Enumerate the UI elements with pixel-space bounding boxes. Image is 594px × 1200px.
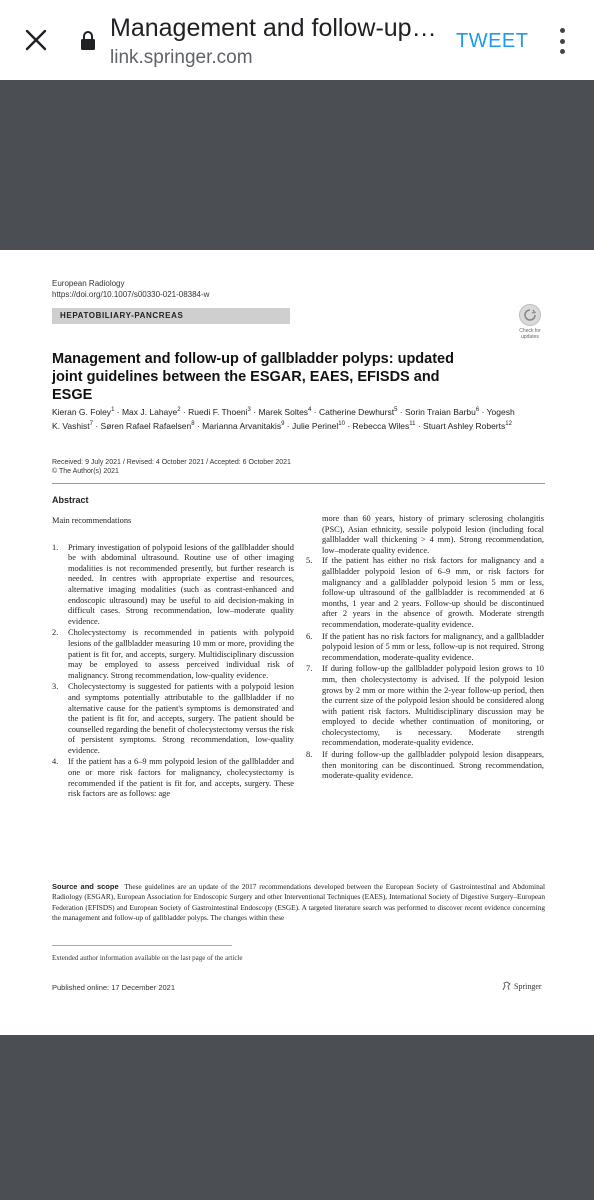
recommendation-number: 2. <box>52 628 59 638</box>
author-name[interactable]: Rebecca Wiles <box>352 420 410 431</box>
main-recommendations-heading: Main recommendations <box>52 516 132 525</box>
author-name[interactable]: Yogesh K. Vashist <box>52 406 515 431</box>
recommendation-item <box>52 628 294 681</box>
doi-link[interactable]: https://doi.org/10.1007/s00330-021-08384-w <box>52 290 210 299</box>
close-icon[interactable] <box>18 22 54 58</box>
author-affiliation: 6 <box>475 407 480 413</box>
recommendation-item <box>52 543 294 628</box>
author-affiliation: 4 <box>308 407 312 413</box>
author-affiliation: 12 <box>505 421 512 428</box>
viewer-background-top <box>0 80 594 250</box>
footnote-divider <box>52 945 232 946</box>
author-name[interactable]: Sorin Traian Barbu <box>405 406 476 417</box>
recommendation-text: Cholecystectomy is suggested for patients with a polypoid lesion and symptoms potentially attributable to the gallbladder if no alternative cause for the patient's symptoms is demonstrated and the patient is fit for, and accepts, surgery. The patient should be counselled regarding the benefit of cholecystectomy versus the risk of persistent symptoms. Strong recommendation, low-quality evidence. <box>68 682 294 755</box>
viewer-background-bottom <box>0 1035 594 1200</box>
document-page <box>0 250 594 1035</box>
recommendation-text: If the patient has no risk factors for malignancy, and a gallbladder polypoid lesion of 5 mm or less, follow-up is not required. Strong recommendation, moderate-quality evidence. <box>322 631 544 662</box>
check-updates-icon <box>519 304 541 326</box>
recommendation-number: 1. <box>52 542 59 552</box>
author-affiliation: 10 <box>338 421 345 428</box>
author-affiliation: 1 <box>111 407 115 413</box>
abstract-right-column <box>306 514 544 783</box>
tweet-button[interactable]: TWEET <box>456 30 529 52</box>
journal-name: European Radiology <box>52 279 125 288</box>
author-name[interactable]: Marianna Arvanitakis <box>202 420 282 431</box>
recommendation-number: 6. <box>306 631 313 641</box>
recommendation-text: If the patient has a 6–9 mm polypoid lesion of the gallbladder and one or more risk factors for malignancy, cholecystectomy is recommended if the patient is fit for, and accepts, surgery. These risk factors are as follows: age <box>68 757 294 799</box>
recommendation-number: 7. <box>306 664 313 674</box>
author-affiliation: 5 <box>394 407 398 413</box>
recommendation-number: 4. <box>52 757 59 767</box>
page-domain: link.springer.com <box>110 47 253 68</box>
recommendation-item <box>52 757 294 799</box>
recommendation-item <box>52 682 294 756</box>
abstract-left-column <box>52 516 294 801</box>
author-affiliation: 3 <box>247 407 251 413</box>
recommendation-list-right <box>306 556 544 781</box>
received-dates: Received: 9 July 2021 / Revised: 4 October 2021 / Accepted: 6 October 2021 <box>52 459 291 466</box>
author-affiliation: 7 <box>89 421 93 428</box>
author-name[interactable]: Søren Rafael Rafaelsen <box>100 420 192 431</box>
recommendation-number: 8. <box>306 750 313 760</box>
author-name[interactable]: Stuart Ashley Roberts <box>423 420 506 431</box>
recommendation-text: If the patient has either no risk factors for malignancy and a gallbladder polypoid lesion of 6–9 mm, or risk factors for malignancy and a gallbladder polypoid lesion 5 mm or less, follow-up ultrasound of the gallbladder is recommended at 6 months, 1 year and 2 years. Follow-up should be discontinued after 2 years in the absence of growth. Moderate strength recommendation, moderate-quality evidence. <box>322 556 544 629</box>
author-list: Kieran G. Foley$^1$ · Max J. Lahaye$^2$ · Ruedi F. Thoeni$^3$ · Marek Soltes$^4$ · Catherine Dewhurst$^5$ · Sorin Traian Barbu$^6$ · Yogesh K. Vashist$^7$ · Søren Rafael Rafaelsen$^8$ · Marianna Arvanitakis$^9$ · Julie Perinel$^{10}$ · Rebecca Wiles$^{11}$ · Stuart Ashley Roberts$^{12}$ <box>52 406 515 431</box>
publisher-logo <box>502 981 542 991</box>
browser-toolbar <box>0 0 594 80</box>
recommendation-text: Cholecystectomy is recommended in patients with polypoid lesions of the gallbladder measuring 10 mm or more, providing the patient is fit for, and accepts, surgery. Multidisciplinary discussion may be employed to assess perceived individual risk of malignancy. Strong recommendation, low-quality evidence. <box>68 628 294 680</box>
category-label: HEPATOBILIARY-PANCREAS <box>60 311 184 320</box>
springer-horse-icon <box>502 981 511 991</box>
extended-author-info: Extended author information available on the last page of the article <box>52 954 243 962</box>
recommendation-item <box>306 750 544 782</box>
check-for-updates-badge[interactable] <box>514 304 546 340</box>
recommendation-item <box>306 632 544 664</box>
article-title: Management and follow-up of gallbladder polyps: updated joint guidelines between the ESGAR, EAES, EFISDS and ESGE <box>52 351 454 403</box>
source-text: These guidelines are an update of the 2017 recommendations developed between the European Society of Gastrointestinal and Abdominal Radiology (ESGAR), European Association for Endoscopic Surgery and other Interventional Techniques (EAES), International Society of Digestive Surgery–European Federation (EFISDS) and European Society of Gastrointestinal Endoscopy (ESGE). A targeted literature search was performed to discover recent evidence concerning the management and follow-up of gallbladder polyps. The changes within these <box>52 882 546 922</box>
recommendation-number: 3. <box>52 682 59 692</box>
author-affiliation: 8 <box>191 421 195 428</box>
recommendation-text: Primary investigation of polypoid lesions of the gallbladder should be with abdominal ultrasound. Routine use of other imaging modalities is not recommended presently, but further research is needed. In centres with appropriate expertise and resources, alternative imaging modalities (such as contrast-enhanced and endoscopic ultrasound) may be useful to aid decision-making in difficult cases. Strong recommendation, low–moderate quality evidence. <box>68 542 294 626</box>
author-affiliation: 11 <box>409 421 416 428</box>
more-options-icon[interactable] <box>552 28 572 54</box>
check-updates-label: Check for updates <box>519 328 541 340</box>
source-and-scope <box>52 882 545 923</box>
recommendation-item <box>306 664 544 749</box>
page-title: Management and follow-up… <box>110 14 437 42</box>
recommendation-text: If during follow-up the gallbladder polypoid lesion disappears, then monitoring can be discontinued. Strong recommendation, moderate-quality evidence. <box>322 750 544 781</box>
category-banner <box>52 308 290 324</box>
recommendation-list-left <box>52 543 294 800</box>
author-name[interactable]: Julie Perinel <box>291 420 339 431</box>
source-heading: Source and scope <box>52 882 119 891</box>
recommendation-text: If during follow-up the gallbladder polypoid lesion grows to 10 mm, then cholecystectomy is advised. If the polypoid lesion grows by 2 mm or more within the 2-year follow-up period, then the current size of the polypoid lesion should be considered along with patient risk factors. Multidisciplinary discussion may be employed to decide whether continuation of monitoring, or cholecystectomy, is necessary. Moderate strength recommendation, moderate-quality evidence. <box>322 664 544 748</box>
author-affiliation: 9 <box>281 421 285 428</box>
lock-icon <box>80 30 96 50</box>
author-name[interactable]: Catherine Dewhurst <box>318 406 395 417</box>
publisher-name: Springer <box>514 981 542 991</box>
author-name[interactable]: Ruedi F. Thoeni <box>188 406 248 417</box>
copyright: © The Author(s) 2021 <box>52 468 119 475</box>
author-affiliation: 2 <box>177 407 181 413</box>
published-date: Published online: 17 December 2021 <box>52 983 175 992</box>
abstract-heading: Abstract <box>52 495 89 505</box>
recommendation-number: 5. <box>306 556 313 566</box>
recommendation-item <box>306 556 544 630</box>
divider <box>52 483 545 484</box>
recommendation-4-continued: more than 60 years, history of primary sclerosing cholangitis (PSC), Asian ethnicity, sessile polypoid lesion (including focal gallbladder wall thickening > 4 mm). Strong recommendation, low–moderate quality evidence. <box>322 514 544 555</box>
article-dates <box>52 458 291 476</box>
author-name[interactable]: Max J. Lahaye <box>121 406 178 417</box>
author-name[interactable]: Marek Soltes <box>258 406 309 417</box>
author-name[interactable]: Kieran G. Foley <box>52 406 112 417</box>
